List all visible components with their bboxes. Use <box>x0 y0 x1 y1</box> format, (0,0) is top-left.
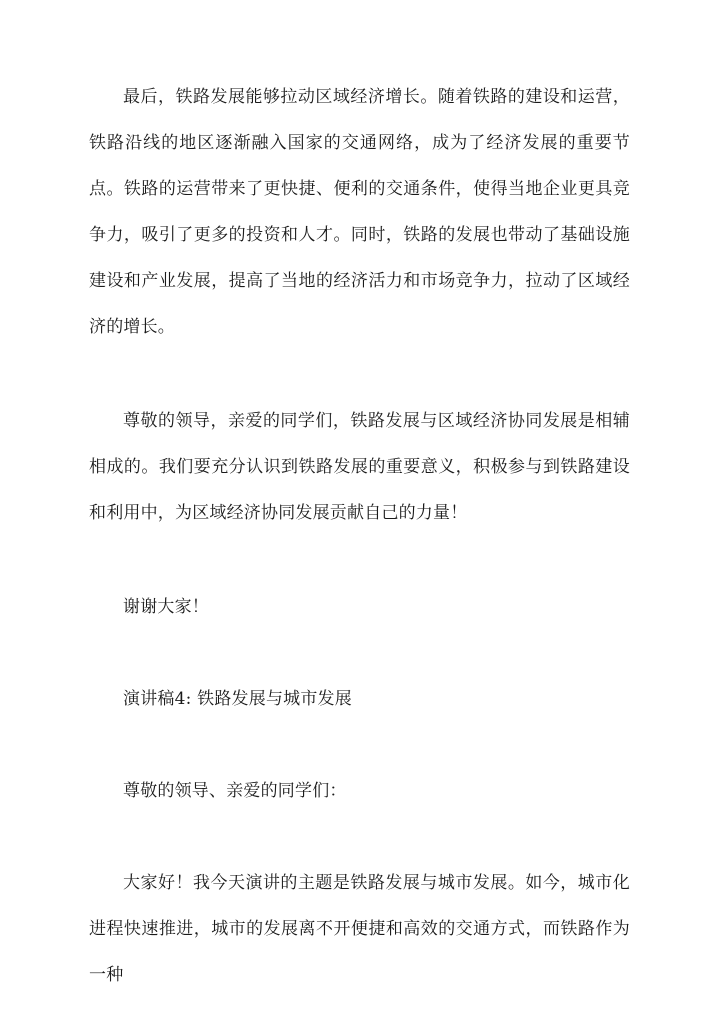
paragraph-thanks: 谢谢大家！ <box>123 597 209 617</box>
paragraph-economic-growth: 最后，铁路发展能够拉动区域经济增长。随着铁路的建设和运营，铁路沿线的地区逐渐融入国家的交通网络，成为了经济发展的重要节点。铁路的运营带来了更快捷、便利的交通条件，使得当地企业更具竞争力，吸引了更多的投资和人才。同时，铁路的发展也带动了基础设施建设和产业发展，提高了当地的经济活力和市场竞争力，拉动了区域经济的增长。 <box>89 87 630 337</box>
speech-title: 演讲稿4: 铁路发展与城市发展 <box>123 689 352 709</box>
paragraph-introduction: 大家好！我今天演讲的主题是铁路发展与城市发展。如今，城市化进程快速推进，城市的发展离不开便捷和高效的交通方式，而铁路作为一种 <box>89 873 630 985</box>
paragraph-greeting: 尊敬的领导、亲爱的同学们： <box>123 781 347 801</box>
paragraph-conclusion: 尊敬的领导，亲爱的同学们，铁路发展与区域经济协同发展是相辅相成的。我们要充分认识到铁路发展的重要意义，积极参与到铁路建设和利用中，为区域经济协同发展贡献自己的力量！ <box>89 411 630 523</box>
document-page <box>89 74 630 998</box>
